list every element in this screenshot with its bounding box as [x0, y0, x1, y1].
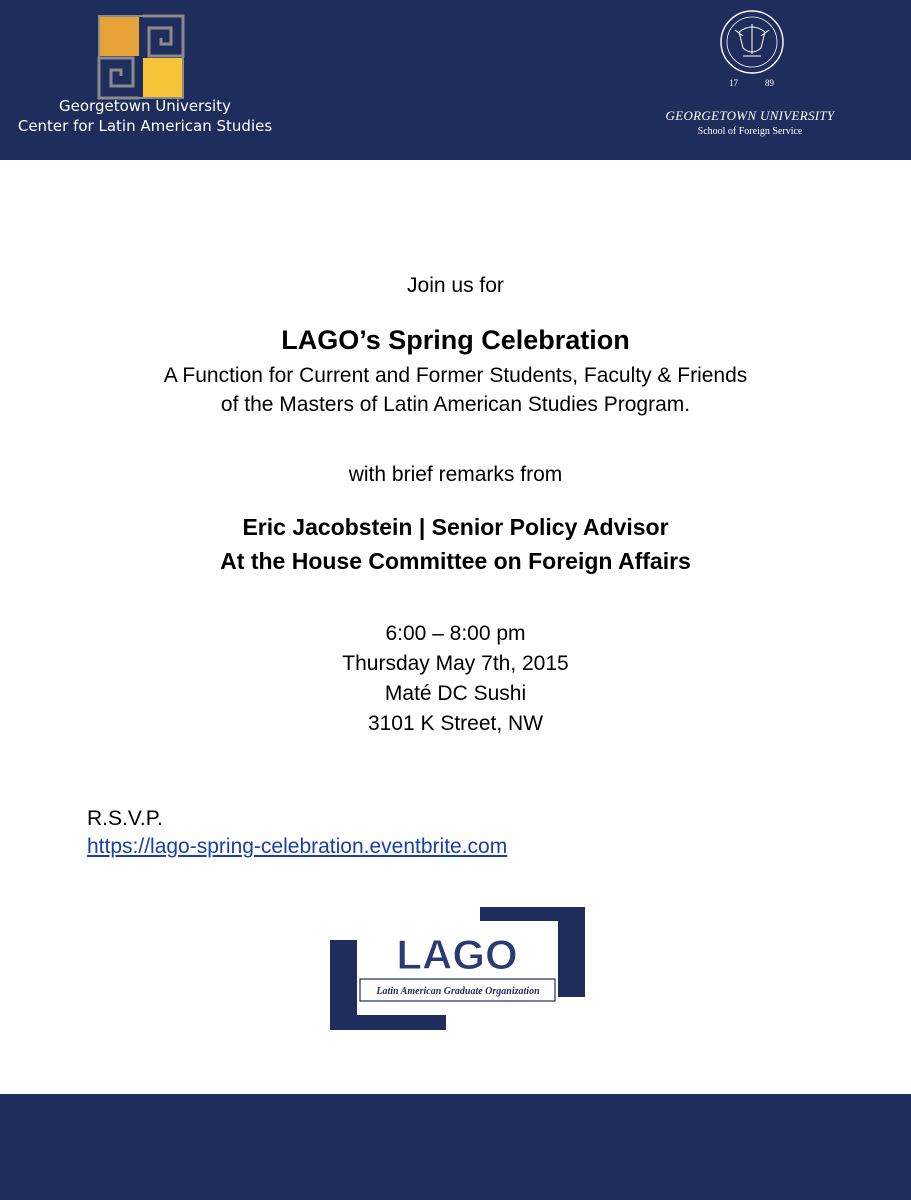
event-venue: Maté DC Sushi	[384, 682, 527, 705]
description-line-1: A Function for Current and Former Students, Faculty & Friends	[163, 364, 748, 387]
clas-line-1: Georgetown University	[59, 97, 231, 115]
sfs-logo-text	[640, 108, 860, 137]
rsvp-link[interactable]: https://lago-spring-celebration.eventbrite.com	[87, 835, 508, 858]
footer-band	[0, 1094, 911, 1200]
georgetown-seal-icon	[717, 2, 787, 94]
lago-logo-name: LAGO	[396, 931, 518, 978]
rsvp-label: R.S.V.P.	[87, 807, 163, 830]
event-time: 6:00 – 8:00 pm	[385, 622, 526, 645]
event-title: LAGO’s Spring Celebration	[281, 325, 630, 355]
seal-year-right: 89	[765, 78, 774, 88]
event-date: Thursday May 7th, 2015	[342, 652, 569, 675]
sfs-title: GEORGETOWN UNIVERSITY	[665, 108, 835, 123]
event-address: 3101 K Street, NW	[367, 712, 544, 735]
speaker-line-2: At the House Committee on Foreign Affairs	[220, 548, 691, 574]
intro-text: Join us for	[407, 274, 504, 297]
sfs-subtitle: School of Foreign Service	[697, 126, 803, 137]
seal-year-left: 17	[729, 78, 738, 88]
header-band	[0, 0, 911, 160]
remarks-intro: with brief remarks from	[348, 463, 563, 486]
clas-logo-text	[0, 96, 290, 136]
clas-line-2: Center for Latin American Studies	[17, 117, 273, 135]
lago-logo	[330, 907, 585, 1030]
description-line-2: of the Masters of Latin American Studies Program.	[220, 393, 691, 416]
speaker-line-1: Eric Jacobstein | Senior Policy Advisor	[242, 514, 669, 540]
clas-logo	[95, 12, 191, 100]
lago-logo-tagline: Latin American Graduate Organization	[376, 986, 540, 997]
